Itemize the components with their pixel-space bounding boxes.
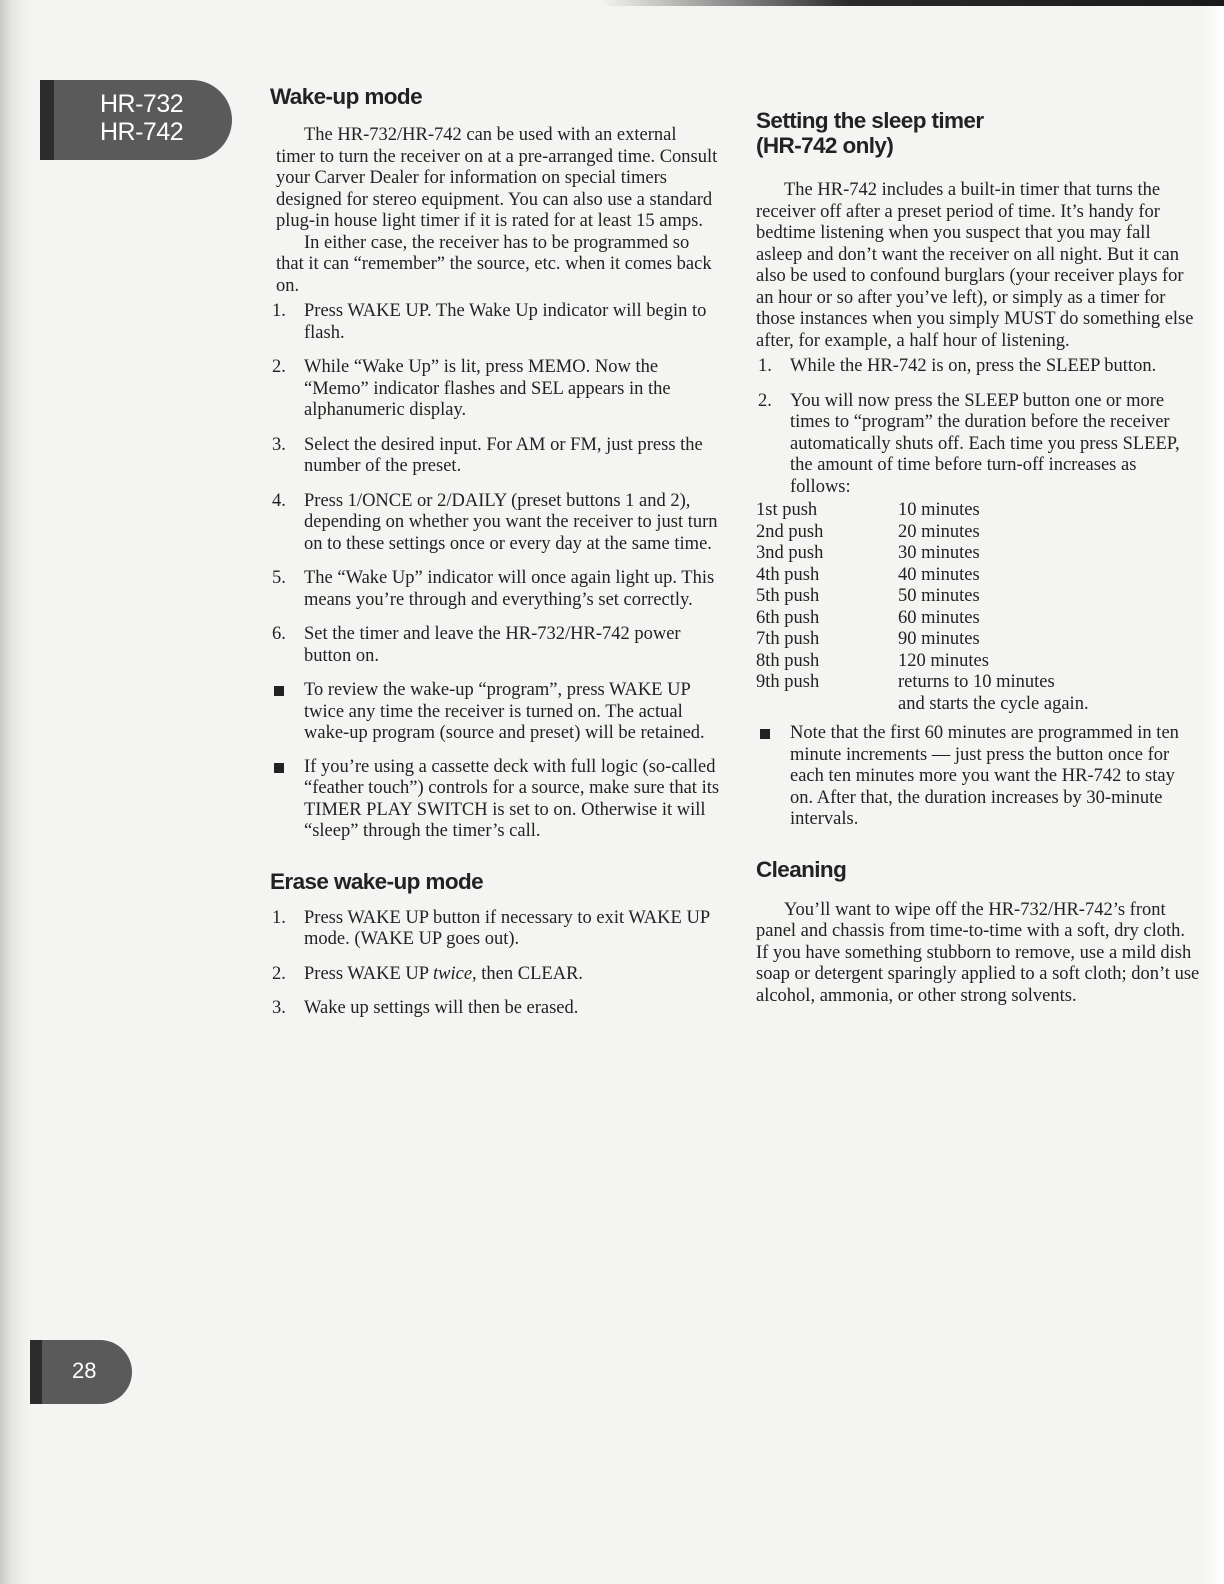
model-label-2: HR-742 — [100, 118, 184, 146]
step-number: 6. — [272, 624, 286, 644]
table-row — [756, 586, 1201, 608]
sleep-timer-heading-line1: Setting the sleep timer — [756, 108, 984, 133]
step-text: Press 1/ONCE or 2/DAILY (preset buttons 1 and 2), depending on whether you want the receiver to just turn on to these settings once or every day at the same time. — [304, 490, 718, 554]
wake-up-step — [270, 491, 720, 556]
step-number: 1. — [758, 356, 772, 376]
step-text-after: , then CLEAR. — [472, 963, 584, 984]
cleaning-text: You’ll want to wipe off the HR-732/HR-742’s front panel and chassis from time-to-time with a soft, dry cloth. If you have something stubborn to remove, use a mild dish soap or detergent sparingly applied to a soft cloth; don’t use alcohol, ammonia, or other strong solvents. — [756, 899, 1200, 1006]
table-row — [756, 500, 1201, 522]
duration-cell: 120 minutes — [898, 650, 989, 671]
step-text: While “Wake Up” is lit, press MEMO. Now the “Memo” indicator flashes and SEL appears in the alphanumeric display. — [304, 357, 671, 420]
table-row — [756, 629, 1201, 651]
model-tab — [40, 80, 232, 160]
wake-up-intro-2: In either case, the receiver has to be programmed so that it can “remember” the source, etc. when it comes back on. — [276, 232, 712, 296]
page-number-stripe — [30, 1340, 42, 1404]
model-label-1: HR-732 — [100, 90, 184, 118]
wake-up-steps — [270, 301, 720, 667]
wake-up-step — [270, 435, 720, 478]
step-number: 2. — [272, 963, 286, 984]
sleep-timer-heading-line2: (HR-742 only) — [756, 133, 894, 158]
push-cell: 9th push — [756, 672, 820, 692]
step-number: 3. — [272, 998, 286, 1018]
erase-heading: Erase wake-up mode — [270, 868, 484, 894]
sleep-step — [756, 391, 1201, 499]
duration-cell: 50 minutes — [898, 586, 980, 606]
duration-cell: 30 minutes — [898, 543, 980, 563]
step-number: 1. — [272, 907, 286, 928]
wake-up-step — [270, 624, 720, 667]
note-text: Note that the first 60 minutes are programmed in ten minute increments — just press the button once for each ten minutes more you want the HR-742 to stay on. After that, the duration increases by 30-minute intervals. — [790, 723, 1179, 829]
wake-up-note — [270, 757, 720, 843]
duration-cell: returns to 10 minutes — [898, 672, 1055, 692]
page-right-edge — [1202, 0, 1224, 1584]
wake-up-heading: Wake-up mode — [270, 84, 422, 109]
step-text: Select the desired input. For AM or FM, just press the number of the preset. — [304, 434, 703, 476]
step-number: 1. — [272, 301, 286, 321]
page-binding-edge — [0, 0, 30, 1584]
bullet-square-icon — [274, 763, 284, 773]
model-tab-stripe — [40, 80, 54, 160]
duration-cell: 90 minutes — [898, 629, 980, 649]
note-text: If you’re using a cassette deck with full logic (so-called “feather touch”) controls for a source, make sure that its TIMER PLAY SWITCH is set to on. Otherwise it will “sleep” through the timer’s call. — [304, 756, 720, 841]
step-number: 4. — [272, 490, 286, 511]
step-text: You will now press the SLEEP button one or more times to “program” the duration before the receiver automatically shuts off. Each time you press SLEEP, the amount of time before turn-off increases as follows: — [790, 390, 1180, 497]
table-row — [756, 522, 1201, 544]
duration-cell: 60 minutes — [898, 607, 980, 628]
table-row — [756, 543, 1201, 565]
step-number: 2. — [272, 357, 286, 377]
step-text-before: Press WAKE UP — [304, 963, 433, 984]
push-cell: 8th push — [756, 650, 820, 671]
step-number: 5. — [272, 568, 286, 588]
sleep-timer-heading — [756, 108, 1201, 158]
erase-step — [270, 908, 720, 951]
push-cell: 7th push — [756, 629, 820, 649]
step-number: 3. — [272, 434, 286, 455]
left-column — [270, 84, 720, 1033]
table-row — [756, 672, 1201, 694]
push-cell: 2nd push — [756, 521, 824, 542]
push-cell: 5th push — [756, 586, 820, 606]
wake-up-note — [270, 680, 720, 745]
push-cell: 6th push — [756, 607, 820, 628]
step-text: Press WAKE UP button if necessary to exit WAKE UP mode. (WAKE UP goes out). — [304, 907, 710, 949]
push-cell: 4th push — [756, 564, 820, 585]
step-text: Wake up settings will then be erased. — [304, 998, 579, 1018]
push-cell: 1st push — [756, 500, 818, 520]
cleaning-heading: Cleaning — [756, 856, 847, 882]
page-number: 28 — [72, 1358, 97, 1383]
step-text: Press WAKE UP. The Wake Up indicator will begin to flash. — [304, 301, 707, 343]
erase-step — [270, 964, 720, 986]
sleep-timer-steps — [756, 356, 1201, 498]
bullet-square-icon — [760, 729, 770, 739]
duration-cell: 40 minutes — [898, 564, 980, 585]
right-column — [756, 108, 1201, 1007]
table-row — [756, 608, 1201, 630]
erase-step — [270, 998, 720, 1020]
sleep-duration-table — [756, 500, 1201, 715]
sleep-timer-intro: The HR-742 includes a built-in timer that turns the receiver off after a preset period of time. It’s handy for bedtime listening when you suspect that you may fall asleep and don’t want the receiver on all night. But it can also be used to confound burglars (your receiver plays for an hour or so after you’ve left), or simply as a timer for those instances when you simply MUST do something else after, for example, a half hour of listening. — [756, 180, 1194, 351]
note-text: To review the wake-up “program”, press WAKE UP twice any time the receiver is turned on. The actual wake-up program (source and preset) will be retained. — [304, 680, 705, 743]
duration-cell: 10 minutes — [898, 500, 980, 520]
duration-continuation: and starts the cycle again. — [898, 693, 1089, 714]
page-number-tab — [30, 1340, 132, 1404]
bullet-square-icon — [274, 686, 284, 696]
sleep-note — [756, 723, 1201, 831]
wake-up-step — [270, 568, 720, 611]
sleep-step — [756, 356, 1201, 378]
step-number: 2. — [758, 390, 772, 411]
push-cell: 3nd push — [756, 543, 824, 563]
table-row — [756, 651, 1201, 673]
wake-up-step — [270, 301, 720, 344]
wake-up-intro-1: The HR-732/HR-742 can be used with an external timer to turn the receiver on at a pre-arranged time. Consult your Carver Dealer for information on special timers designed for stereo equipment. You can also use a standard plug-in house light timer if it is rated for at least 15 amps. — [276, 125, 718, 231]
wake-up-step — [270, 357, 720, 422]
table-row — [756, 565, 1201, 587]
step-text: While the HR-742 is on, press the SLEEP button. — [790, 356, 1157, 376]
duration-cell: 20 minutes — [898, 521, 980, 542]
step-text: The “Wake Up” indicator will once again light up. This means you’re through and everything’s set correctly. — [304, 568, 715, 610]
table-row — [756, 694, 1201, 716]
step-text: Set the timer and leave the HR-732/HR-742 power button on. — [304, 624, 681, 666]
top-scan-shadow — [600, 0, 1224, 6]
step-text-emphasis: twice — [433, 963, 473, 984]
erase-steps — [270, 908, 720, 1020]
